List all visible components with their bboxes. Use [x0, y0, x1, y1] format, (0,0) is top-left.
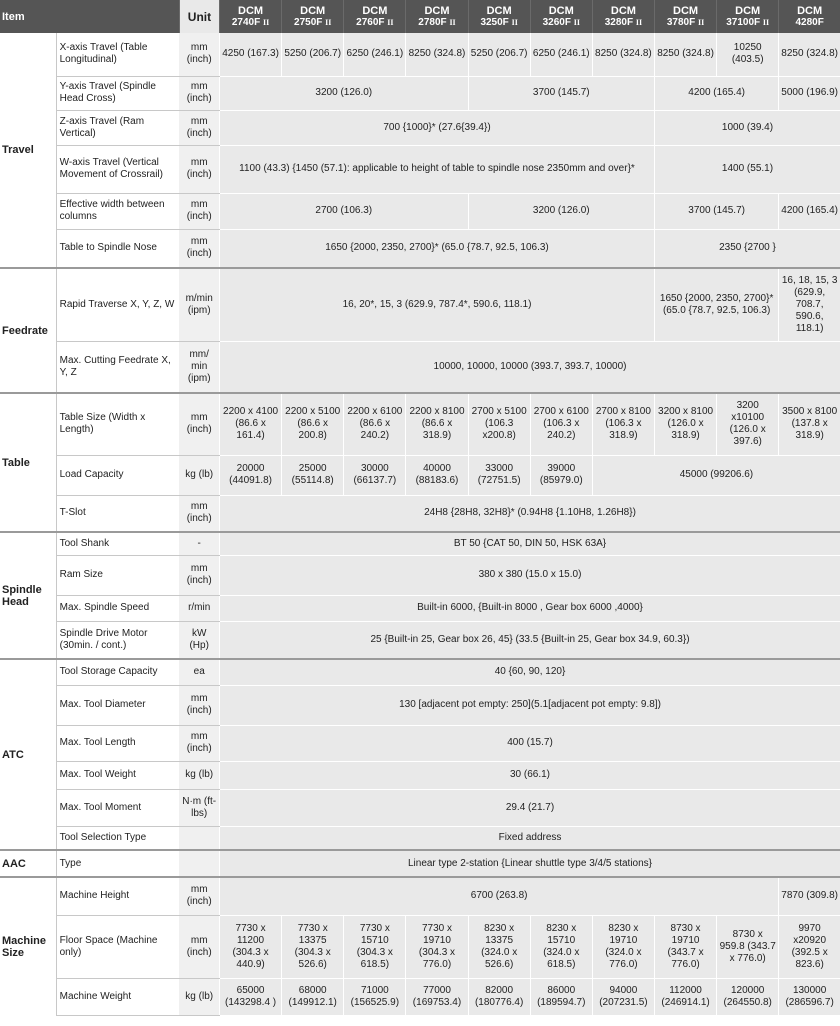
- spec-unit: kg (lb): [179, 455, 219, 495]
- spec-value: 4200 (165.4): [779, 193, 840, 229]
- spec-row-y-axis: [0, 76, 840, 110]
- spec-unit: mm (inch): [179, 33, 219, 76]
- model-header: DCM 3280F II: [592, 0, 654, 33]
- spec-unit: mm (inch): [179, 725, 219, 761]
- spec-value: 130 [adjacent pot empty: 250](5.1[adjacent pot empty: 9.8]): [220, 685, 840, 725]
- spec-value: 2200 x 4100 (86.6 x 161.4): [220, 393, 282, 455]
- spec-unit: mm (inch): [179, 877, 219, 915]
- spec-row-tool-moment: [0, 789, 840, 826]
- spec-value: 8230 x 19710 (324.0 x 776.0): [592, 915, 654, 978]
- spec-label: X-axis Travel (Table Longitudinal): [56, 33, 179, 76]
- spec-value: Linear type 2-station {Linear shuttle type 3/4/5 stations}: [220, 850, 840, 877]
- spec-row-table-to-spindle: [0, 229, 840, 268]
- spec-value: 77000 (169753.4): [406, 978, 468, 1015]
- spec-row-load-capacity: [0, 455, 840, 495]
- spec-value: 94000 (207231.5): [592, 978, 654, 1015]
- spec-unit: mm (inch): [179, 76, 219, 110]
- spec-value: 112000 (246914.1): [654, 978, 716, 1015]
- spec-value: 10250 (403.5): [717, 33, 779, 76]
- spec-value: 8730 x 959.8 (343.7 x 776.0): [717, 915, 779, 978]
- spec-label: Machine Weight: [56, 978, 179, 1015]
- spec-unit: -: [179, 532, 219, 555]
- spec-value: 1650 {2000, 2350, 2700}* (65.0 {78.7, 92.5, 106.3): [220, 229, 655, 268]
- group-machine-size: Machine Size: [0, 877, 56, 1015]
- spec-value: 120000 (264550.8): [717, 978, 779, 1015]
- spec-value: 7730 x 11200 (304.3 x 440.9): [220, 915, 282, 978]
- spec-value: 2200 x 8100 (86.6 x 318.9): [406, 393, 468, 455]
- spec-value: 33000 (72751.5): [468, 455, 530, 495]
- spec-value: 3200 x 8100 (126.0 x 318.9): [654, 393, 716, 455]
- spec-value: 7730 x 19710 (304.3 x 776.0): [406, 915, 468, 978]
- spec-value: 2700 x 5100 (106.3 x200.8): [468, 393, 530, 455]
- group-table: Table: [0, 393, 56, 532]
- spec-row-tool-shank: [0, 532, 840, 555]
- spec-row-machine-height: [0, 877, 840, 915]
- spec-row-machine-weight: [0, 978, 840, 1015]
- spec-label: Spindle Drive Motor (30min. / cont.): [56, 621, 179, 659]
- item-header: Item: [0, 0, 179, 33]
- spec-label: Max. Spindle Speed: [56, 595, 179, 621]
- spec-unit: [179, 850, 219, 877]
- spec-value: 16, 20*, 15, 3 (629.9, 787.4*, 590.6, 118.1): [220, 268, 655, 341]
- spec-label: Max. Tool Length: [56, 725, 179, 761]
- spec-row-cutting-feedrate: [0, 341, 840, 393]
- spec-label: Table to Spindle Nose: [56, 229, 179, 268]
- spec-value: 3500 x 8100 (137.8 x 318.9): [779, 393, 840, 455]
- spec-unit: r/min: [179, 595, 219, 621]
- spec-value: 6250 (246.1): [344, 33, 406, 76]
- spec-label: Max. Tool Moment: [56, 789, 179, 826]
- model-header: DCM 2740F II: [220, 0, 282, 33]
- model-header: DCM 3250F II: [468, 0, 530, 33]
- spec-value: 16, 18, 15, 3 (629.9, 708.7, 590.6, 118.1): [779, 268, 840, 341]
- spec-row-tool-diameter: [0, 685, 840, 725]
- spec-value: 25000 (55114.8): [282, 455, 344, 495]
- spec-value: 86000 (189594.7): [530, 978, 592, 1015]
- spec-value: 5250 (206.7): [468, 33, 530, 76]
- spec-row-tool-length: [0, 725, 840, 761]
- group-travel: Travel: [0, 33, 56, 268]
- spec-value: 8250 (324.8): [406, 33, 468, 76]
- unit-header: Unit: [179, 0, 219, 33]
- spec-row-x-axis: [0, 33, 840, 76]
- header-row: [0, 0, 840, 33]
- spec-value: 71000 (156525.9): [344, 978, 406, 1015]
- spec-label: Tool Storage Capacity: [56, 659, 179, 685]
- spec-value: 40000 (88183.6): [406, 455, 468, 495]
- spec-row-table-size: [0, 393, 840, 455]
- spec-unit: mm (inch): [179, 229, 219, 268]
- spec-value: 65000 (143298.4 ): [220, 978, 282, 1015]
- spec-value: 40 {60, 90, 120}: [220, 659, 840, 685]
- spec-label: Tool Selection Type: [56, 826, 179, 850]
- spec-value: 6250 (246.1): [530, 33, 592, 76]
- spec-row-ram-size: [0, 555, 840, 595]
- spec-value: 3700 (145.7): [654, 193, 778, 229]
- spec-unit: kg (lb): [179, 761, 219, 789]
- spec-label: Tool Shank: [56, 532, 179, 555]
- spec-value: 2700 x 8100 (106.3 x 318.9): [592, 393, 654, 455]
- spec-unit: N·m (ft-lbs): [179, 789, 219, 826]
- spec-value: 39000 (85979.0): [530, 455, 592, 495]
- group-atc: ATC: [0, 659, 56, 850]
- group-aac: AAC: [0, 850, 56, 877]
- model-header: DCM 37100F II: [717, 0, 779, 33]
- spec-value: 7730 x 15710 (304.3 x 618.5): [344, 915, 406, 978]
- spec-row-t-slot: [0, 495, 840, 532]
- spec-label: Max. Tool Weight: [56, 761, 179, 789]
- spec-value: 4250 (167.3): [220, 33, 282, 76]
- spec-label: Load Capacity: [56, 455, 179, 495]
- group-feedrate: Feedrate: [0, 268, 56, 393]
- spec-value: 25 {Built-in 25, Gear box 26, 45} (33.5 {Built-in 25, Gear box 34.9, 60.3}): [220, 621, 840, 659]
- spec-value: 7730 x 13375 (304.3 x 526.6): [282, 915, 344, 978]
- spec-value: 2350 {2700 }: [654, 229, 840, 268]
- spec-value: 10000, 10000, 10000 (393.7, 393.7, 10000): [220, 341, 840, 393]
- spec-label: Effective width between columns: [56, 193, 179, 229]
- spec-unit: m/min (ipm): [179, 268, 219, 341]
- spec-value: 5000 (196.9): [779, 76, 840, 110]
- spec-value: 8730 x 19710 (343.7 x 776.0): [654, 915, 716, 978]
- spec-label: Max. Tool Diameter: [56, 685, 179, 725]
- spec-value: 24H8 {28H8, 32H8}* (0.94H8 {1.10H8, 1.26H8}): [220, 495, 840, 532]
- spec-unit: mm (inch): [179, 915, 219, 978]
- spec-value: 3700 (145.7): [468, 76, 654, 110]
- spec-value: 20000 (44091.8): [220, 455, 282, 495]
- spec-label: Z-axis Travel (Ram Vertical): [56, 110, 179, 145]
- spec-value: 30 (66.1): [220, 761, 840, 789]
- spec-value: Fixed address: [220, 826, 840, 850]
- spec-label: T-Slot: [56, 495, 179, 532]
- model-header: DCM 2750F II: [282, 0, 344, 33]
- spec-value: 2200 x 5100 (86.6 x 200.8): [282, 393, 344, 455]
- spec-value: 8250 (324.8): [654, 33, 716, 76]
- spec-label: Machine Height: [56, 877, 179, 915]
- spec-value: 2700 (106.3): [220, 193, 469, 229]
- spec-unit: mm (inch): [179, 555, 219, 595]
- spec-unit: kg (lb): [179, 978, 219, 1015]
- spec-value: BT 50 {CAT 50, DIN 50, HSK 63A}: [220, 532, 840, 555]
- spec-value: 4200 (165.4): [654, 76, 778, 110]
- spec-row-spindle-motor: [0, 621, 840, 659]
- spec-value: 5250 (206.7): [282, 33, 344, 76]
- spec-row-tool-storage: [0, 659, 840, 685]
- spec-value: 82000 (180776.4): [468, 978, 530, 1015]
- spec-value: 1000 (39.4): [654, 110, 840, 145]
- spec-value: 8250 (324.8): [592, 33, 654, 76]
- spec-row-tool-selection: [0, 826, 840, 850]
- spec-value: 9970 x20920 (392.5 x 823.6): [779, 915, 840, 978]
- model-header: DCM 2780F II: [406, 0, 468, 33]
- spec-value: 7870 (309.8): [779, 877, 840, 915]
- spec-value: 8250 (324.8): [779, 33, 840, 76]
- spec-value: 6700 (263.8): [220, 877, 779, 915]
- spec-label: W-axis Travel (Vertical Movement of Crossrail): [56, 145, 179, 193]
- spec-label: Y-axis Travel (Spindle Head Cross): [56, 76, 179, 110]
- spec-value: 29.4 (21.7): [220, 789, 840, 826]
- spec-unit: mm (inch): [179, 685, 219, 725]
- spec-label: Type: [56, 850, 179, 877]
- spec-value: 1650 {2000, 2350, 2700}* (65.0 {78.7, 92.5, 106.3): [654, 268, 778, 341]
- spec-value: Built-in 6000, {Built-in 8000 , Gear box 6000 ,4000}: [220, 595, 840, 621]
- spec-value: 8230 x 15710 (324.0 x 618.5): [530, 915, 592, 978]
- spec-value: 8230 x 13375 (324.0 x 526.6): [468, 915, 530, 978]
- spec-row-rapid-traverse: [0, 268, 840, 341]
- spec-label: Rapid Traverse X, Y, Z, W: [56, 268, 179, 341]
- spec-label: Ram Size: [56, 555, 179, 595]
- spec-label: Floor Space (Machine only): [56, 915, 179, 978]
- model-header: DCM 2760F II: [344, 0, 406, 33]
- spec-value: 2200 x 6100 (86.6 x 240.2): [344, 393, 406, 455]
- model-header: DCM 4280F: [779, 0, 840, 33]
- spec-value: 3200 (126.0): [468, 193, 654, 229]
- spec-value: 130000 (286596.7): [779, 978, 840, 1015]
- spec-value: 68000 (149912.1): [282, 978, 344, 1015]
- spec-value: 2700 x 6100 (106.3 x 240.2): [530, 393, 592, 455]
- spec-value: 700 {1000}* (27.6{39.4}): [220, 110, 655, 145]
- spec-value: 380 x 380 (15.0 x 15.0): [220, 555, 840, 595]
- spec-label: Max. Cutting Feedrate X, Y, Z: [56, 341, 179, 393]
- spec-unit: mm (inch): [179, 495, 219, 532]
- spec-value: 45000 (99206.6): [592, 455, 840, 495]
- spec-value: 1100 (43.3) {1450 (57.1): applicable to height of table to spindle nose 2350mm and over}*: [220, 145, 655, 193]
- spec-unit: kW (Hp): [179, 621, 219, 659]
- spec-row-aac-type: [0, 850, 840, 877]
- spec-row-tool-weight: [0, 761, 840, 789]
- spec-unit: ea: [179, 659, 219, 685]
- spec-row-effective-width: [0, 193, 840, 229]
- spec-unit: mm (inch): [179, 393, 219, 455]
- model-header: DCM 3260F II: [530, 0, 592, 33]
- model-header: DCM 3780F II: [654, 0, 716, 33]
- spec-unit: mm (inch): [179, 110, 219, 145]
- spec-unit: mm/ min (ipm): [179, 341, 219, 393]
- group-spindle-head: Spindle Head: [0, 532, 56, 659]
- spec-row-spindle-speed: [0, 595, 840, 621]
- spec-value: 30000 (66137.7): [344, 455, 406, 495]
- spec-label: Table Size (Width x Length): [56, 393, 179, 455]
- spec-value: 1400 (55.1): [654, 145, 840, 193]
- spec-row-floor-space: [0, 915, 840, 978]
- spec-value: 400 (15.7): [220, 725, 840, 761]
- spec-row-z-axis: [0, 110, 840, 145]
- spec-value: 3200 x10100 (126.0 x 397.6): [717, 393, 779, 455]
- spec-row-w-axis: [0, 145, 840, 193]
- spec-unit: mm (inch): [179, 145, 219, 193]
- spec-value: 3200 (126.0): [220, 76, 469, 110]
- spec-unit: [179, 826, 219, 850]
- spec-unit: mm (inch): [179, 193, 219, 229]
